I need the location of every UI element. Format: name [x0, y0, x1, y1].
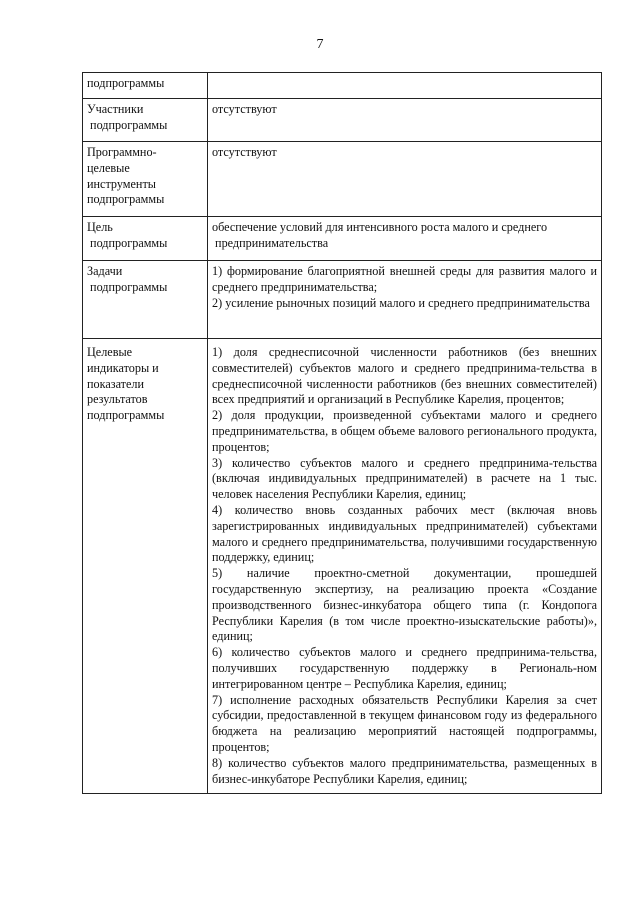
- content-text: 2) усиление рыночных позиций малого и среднего предпринимательства: [212, 295, 590, 310]
- row-content: [208, 99, 602, 142]
- label-text: результатов: [87, 392, 148, 407]
- label-text: подпрограммы: [87, 192, 165, 207]
- content-text: отсутствуют: [212, 102, 277, 116]
- page-number: 7: [316, 37, 324, 52]
- row-label: [83, 261, 208, 339]
- row-content: [208, 261, 602, 339]
- indicator-item: 4) количество вновь созданных рабочих мест (включая вновь зарегистрированных индивидуальных предпринимателей) субъектами малого и среднего предпринимательства, получившими государственную поддержку, единиц;: [212, 502, 597, 565]
- label-text: показатели: [87, 376, 145, 391]
- label-text: индикаторы и: [87, 360, 159, 375]
- content-text: предпринимательства: [212, 235, 329, 250]
- indicator-item: 2) доля продукции, произведенной субъектами малого и среднего предпринимательства, в общем объеме валового регионального продукта, процентов;: [212, 408, 597, 454]
- row-label: [83, 99, 208, 142]
- table-row: [83, 142, 602, 217]
- table-row: [83, 217, 602, 261]
- label-text: подпрограммы: [87, 408, 165, 423]
- indicator-item: 6) количество субъектов малого и среднего предпринима-тельства, получивших государственную поддержку в Региональ-ном интегрированном центре – Республика Карелия, единиц;: [212, 645, 597, 691]
- content-text: отсутствуют: [212, 145, 277, 159]
- indicator-item: 3) количество субъектов малого и среднего предпринима-тельства (включая индивидуальных предпринимателей) в расчете на 1 тыс. человек населения Республики Карелия, единиц;: [212, 455, 597, 502]
- row-label: [83, 217, 208, 261]
- label-text: целевые: [87, 160, 130, 175]
- content-text: обеспечение условий для интенсивного роста малого и среднего: [212, 220, 548, 234]
- label-text: Цель: [87, 220, 113, 234]
- row-content: [208, 142, 602, 217]
- table-row: [83, 73, 602, 99]
- label-text: Целевые: [87, 345, 133, 359]
- row-content: [208, 217, 602, 261]
- row-label: [83, 73, 208, 99]
- label-text: подпрограммы: [87, 235, 168, 250]
- passport-table: [82, 72, 602, 794]
- label-text: подпрограммы: [87, 117, 168, 132]
- indicator-item: 5) наличие проектно-сметной документации, прошедшей государственную экспертизу, на реализацию проекта «Создание производственного бизнес-инкубатора общего типа (г. Кондопога Республики Карелия (в том числе проектно-изыскательские работы)», единиц;: [212, 566, 597, 644]
- indicator-item: 1) доля среднесписочной численности работников (без внешних совместителей) субъектов малого и среднего предпринима-тельства в среднесписочной численности работников (без внешних совместителей) всех предприятий и организаций в Республике Карелия, процентов;: [212, 345, 597, 407]
- label-text: подпрограммы: [87, 279, 168, 294]
- label-text: Участники: [87, 102, 144, 116]
- content-text: 1) формирование благоприятной внешней среды для развития малого и среднего предпринимательства;: [212, 264, 597, 294]
- table-row: [83, 339, 602, 794]
- table-row: [83, 99, 602, 142]
- label-text: инструменты: [87, 176, 156, 191]
- label-text: Программно-: [87, 145, 157, 159]
- label-text: Задачи: [87, 264, 123, 278]
- row-label: [83, 339, 208, 794]
- indicator-item: 7) исполнение расходных обязательств Республики Карелия за счет субсидии, предоставленной в текущем финансовом году из федерального бюджета на реализацию мероприятий настоящей подпрограммы, процентов;: [212, 692, 597, 754]
- table-row: [83, 261, 602, 339]
- row-content: [208, 73, 602, 99]
- row-label: [83, 142, 208, 217]
- row-content: [208, 339, 602, 794]
- indicator-item: 8) количество субъектов малого предпринимательства, размещенных в бизнес-инкубаторе Республики Карелия, единиц;: [212, 755, 597, 786]
- label-text: подпрограммы: [87, 76, 165, 90]
